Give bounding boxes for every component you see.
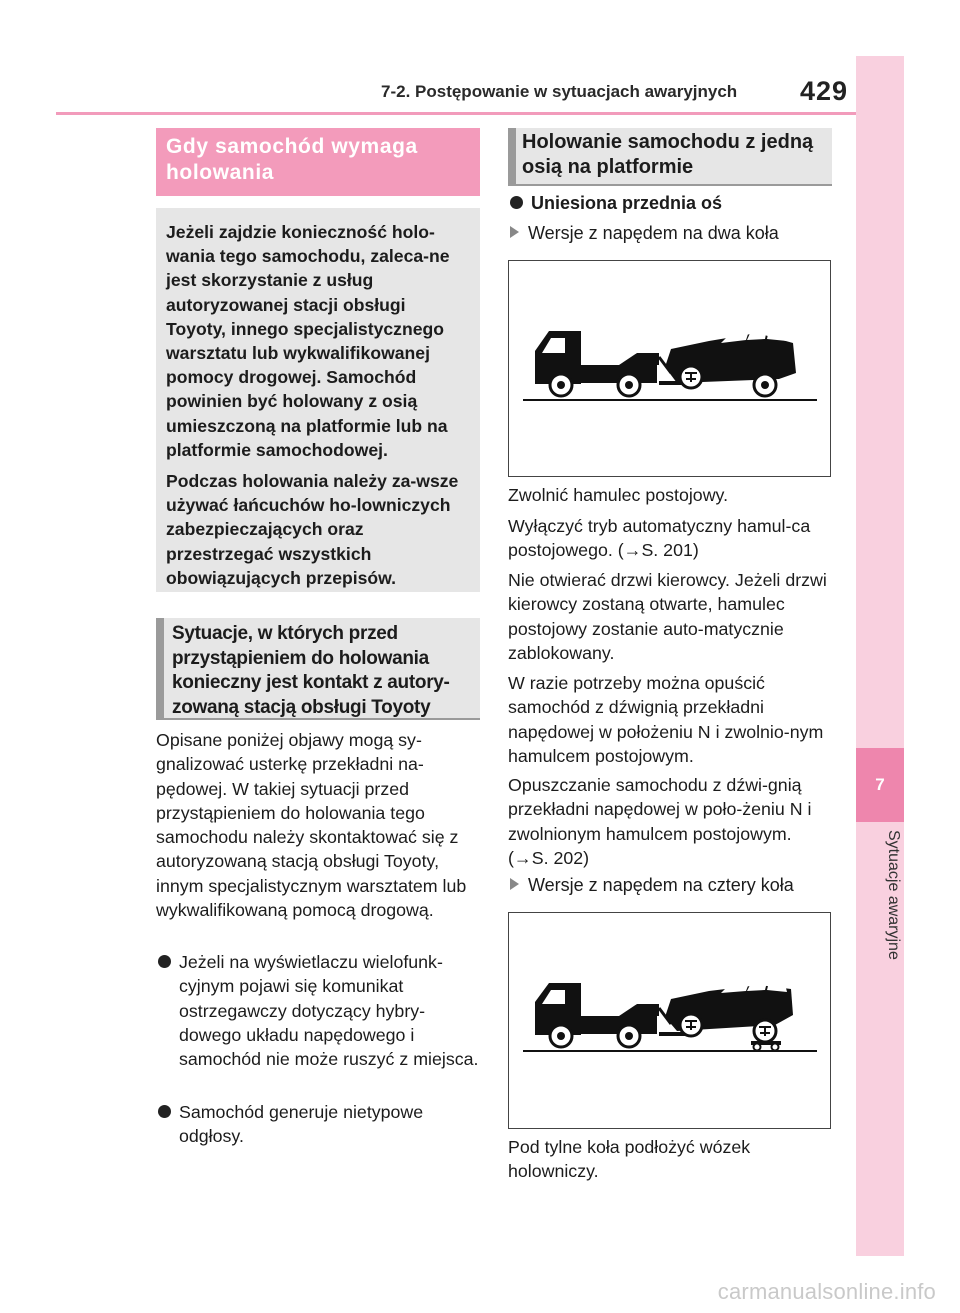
triangle-arrow-icon [510, 226, 519, 238]
car-window-3 [767, 329, 787, 341]
tow-truck-2wd-drawing [509, 261, 832, 478]
tow-boom [619, 1004, 659, 1016]
page-ref-202[interactable]: →S. 202) [513, 847, 590, 868]
heading-accent-bar [508, 128, 516, 184]
bullet-dot-icon [158, 955, 171, 968]
intro-paragraph-1: Jeżeli zajdzie konieczność holo-wania tego samochodu, zaleca-ne jest skorzystanie z usług autoryzowanej stacji obsługi Toyoty, innego specjalistycznego warsztatu lub wykwalifikowanej pomocy drogowej. Samochód powinien być holowany z osią umieszczoną na platformie lub na platformie samochodowej. [166, 222, 450, 460]
body-paragraph: Opisane poniżej objawy mogą sy-gnalizować usterkę przekładni na-pędowej. W takiej sytuacji przed przystąpieniem do holowania tego samochodu należy skontaktować się z autoryzowaną stacją obsługi Toyoty, innym specjalistycznym warsztatem lub wykwalifikowaną pomocą drogową. [156, 730, 467, 921]
page-ref-201[interactable]: →S. 201) [623, 540, 699, 561]
variant-2wd [510, 223, 779, 244]
variant-4wd-label: Wersje z napędem na cztery koła [528, 875, 794, 895]
intro-paragraph-2: Podczas holowania należy za-wsze używać łańcuchów ho-lowniczych zabezpieczających oraz przestrzegać wszystkich obowiązujących przepisów. [166, 471, 459, 588]
driver-door-warning: Nie otwierać drzwi kierowcy. Jeżeli drzwi kierowcy zostaną otwarte, hamulec postojowy zostanie auto-matycznie zablokowany. [508, 570, 827, 663]
bullet-text: Jeżeli na wyświetlaczu wielofunk-cyjnym pojawi się komunikat ostrzegawczy dotyczący hybry-dowego układu napędowego i samochód nie może ruszyć z miejsca. [179, 952, 479, 1070]
bullet-item [156, 1100, 480, 1149]
tow-truck-4wd-drawing [509, 913, 832, 1130]
tow-truck-2wd-illustration [508, 260, 831, 477]
front-axle-subheading [510, 193, 722, 214]
bullet-item [156, 950, 480, 1071]
bullet-dot-icon [158, 1105, 171, 1118]
main-heading: Gdy samochód wymaga holowania [156, 128, 480, 196]
truck-rear-hub [625, 1032, 633, 1040]
sub-heading: Sytuacje, w których przed przystąpieniem do holowania konieczny jest kontakt z autory-zowaną stacją obsługi Toyoty [172, 623, 450, 718]
car-window-2 [747, 329, 767, 340]
bullet-dot-icon [510, 196, 523, 209]
tow-truck-4wd-illustration [508, 912, 831, 1129]
chapter-number-tab[interactable]: 7 [856, 748, 904, 822]
header-rule [56, 112, 856, 115]
variant-4wd [510, 875, 794, 896]
truck-front-hub [557, 381, 565, 389]
side-tab [856, 56, 904, 1256]
dolly-wheel-right [772, 1044, 779, 1051]
truck-front-hub [557, 1032, 565, 1040]
page-number: 429 [800, 76, 849, 106]
tow-boom [619, 353, 659, 365]
leave-in-neutral-text: W razie potrzeby można opuścić samochód z dźwignią przekładni napędowej w położeniu N i zwolnio-nym hamulcem postojowym. [508, 673, 824, 766]
chapter-title-vertical: Sytuacje awaryjne [885, 830, 902, 960]
watermark: carmanualsonline.info [717, 1279, 936, 1304]
car-rear-hub [761, 381, 769, 389]
towing-heading-box [508, 128, 832, 186]
section-title: 7-2. Postępowanie w sytuacjach awaryjnych [381, 82, 738, 101]
release-brake-text: Zwolnić hamulec postojowy. [508, 485, 729, 505]
intro-box [156, 208, 480, 592]
car-window-2 [747, 982, 767, 991]
heading-accent-bar [156, 618, 164, 718]
truck-rear-hub [625, 381, 633, 389]
bullet-text: Samochód generuje nietypowe odgłosy. [179, 1102, 424, 1147]
triangle-arrow-icon [510, 878, 519, 890]
variant-2wd-label: Wersje z napędem na dwa koła [528, 223, 779, 243]
towing-heading: Holowanie samochodu z jedną osią na platformie [522, 131, 814, 178]
tow-dolly-text: Pod tylne koła podłożyć wózek holowniczy. [508, 1137, 751, 1182]
front-axle-label: Uniesiona przednia oś [531, 193, 723, 213]
dolly-wheel-left [754, 1044, 761, 1051]
sub-heading-box [156, 618, 480, 720]
leaving-car-text: Opuszczanie samochodu z dźwi-gnią przekładni napędowej w poło-żeniu N i zwolnionym hamulcem postojowym. (→S. 202) [508, 775, 812, 868]
auto-brake-text: Wyłączyć tryb automatyczny hamul-ca postojowego. (→S. 201) [508, 516, 811, 561]
